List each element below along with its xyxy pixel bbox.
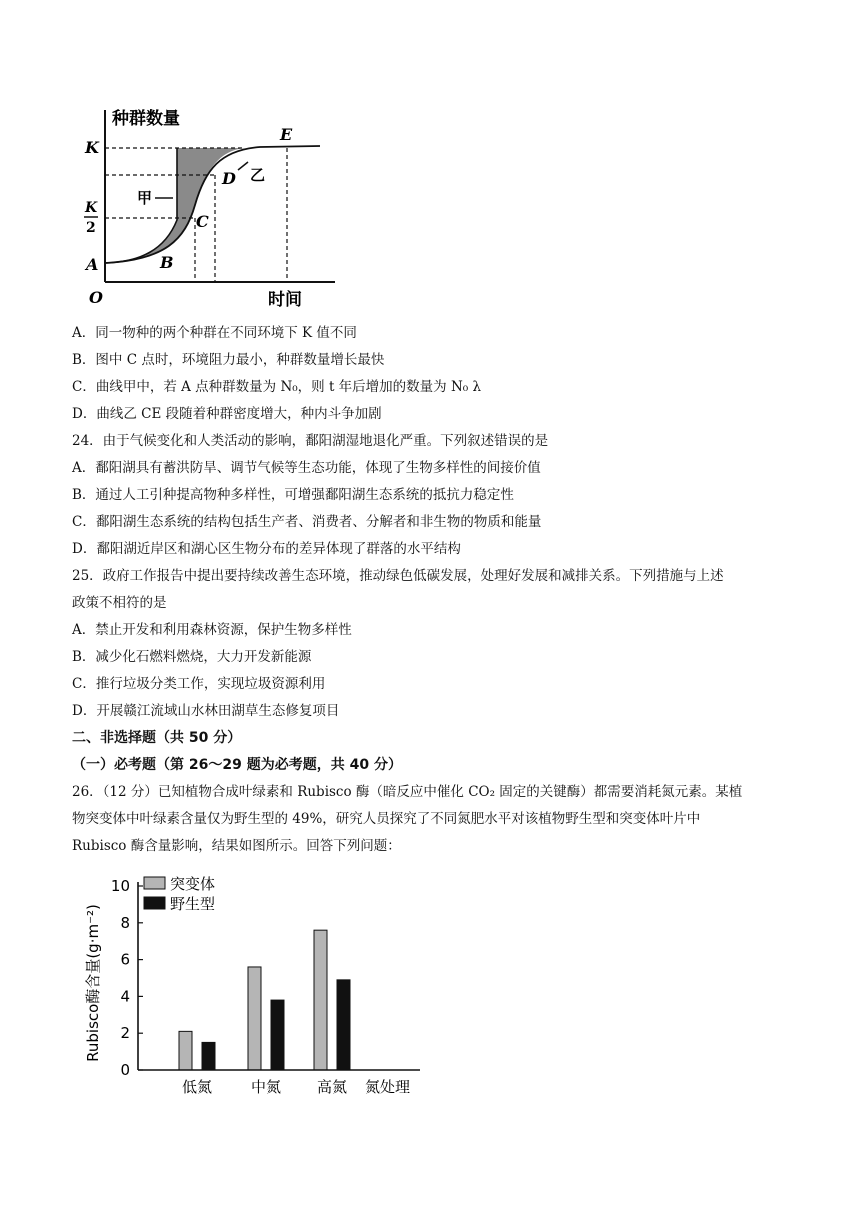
q25-stem-line1: 25．政府工作报告中提出要持续改善生态环境，推动绿色低碳发展，处理好发展和减排关系。下列措施与上述 (72, 568, 724, 584)
chart-y-tick-label: 10 (110, 877, 130, 895)
y-axis-label: 种群数量 (112, 109, 180, 129)
chart-y-tick-label: 2 (120, 1024, 130, 1043)
q26-line2: 物突变体中叶绿素含量仅为野生型的 49%，研究人员探究了不同氮肥水平对该植物野生型和突变体叶片中 (72, 811, 701, 827)
chart-xlabel: 氮处理 (365, 1078, 411, 1096)
curve-jia-label: 甲 (137, 189, 153, 207)
chart-category-label: 高氮 (316, 1078, 348, 1096)
q25-option-b: B．减少化石燃料燃烧，大力开发新能源 (72, 649, 312, 665)
k-tick-label: K (85, 138, 99, 157)
point-c-label: C (196, 212, 209, 231)
q25-stem-line2: 政策不相符的是 (72, 595, 167, 611)
legend-swatch-mutant (144, 877, 165, 889)
chart-ylabel: Rubisco酶含量(g·m⁻²) (84, 904, 102, 1062)
chart-y-tick-label: 8 (120, 913, 130, 932)
x-axis-label: 时间 (268, 290, 302, 310)
q24-option-c: C．鄱阳湖生态系统的结构包括生产者、消费者、分解者和非生物的物质和能量 (72, 514, 542, 530)
curve-yi-label: 乙 (250, 166, 266, 184)
q23-option-a: A．同一物种的两个种群在不同环境下 K 值不同 (72, 325, 357, 341)
point-b-label: B (160, 253, 174, 272)
chart-bar (337, 980, 350, 1070)
point-a-label: A (86, 255, 99, 274)
q24-stem: 24．由于气候变化和人类活动的影响，鄱阳湖湿地退化严重。下列叙述错误的是 (72, 433, 549, 449)
shaded-region (105, 148, 245, 263)
q25-option-d: D．开展赣江流域山水林田湖草生态修复项目 (72, 703, 340, 719)
origin-label: O (89, 288, 103, 307)
point-e-label: E (280, 125, 293, 144)
q23-option-b: B．图中 C 点时，环境阻力最小，种群数量增长最快 (72, 352, 385, 368)
half-k-numerator: K (85, 200, 98, 216)
q26-line1: 26．（12 分）已知植物合成叶绿素和 Rubisco 酶（暗反应中催化 CO₂ 固定的关键酶）都需要消耗氮元素。某植 (72, 784, 743, 800)
population-growth-figure (80, 100, 340, 315)
chart-category-label: 低氮 (181, 1078, 213, 1096)
rubisco-bar-chart (80, 868, 425, 1100)
legend-label-wild: 野生型 (170, 895, 216, 913)
q25-option-a: A．禁止开发和利用森林资源，保护生物多样性 (72, 622, 352, 638)
curve-yi-pointer (238, 162, 248, 170)
chart-category-label: 中氮 (250, 1078, 282, 1096)
q23-option-d: D．曲线乙 CE 段随着种群密度增大，种内斗争加剧 (72, 406, 382, 422)
chart-bar (248, 967, 261, 1070)
chart-y-tick-label: 6 (120, 950, 130, 969)
half-k-denominator: 2 (86, 220, 96, 236)
q23-option-c: C．曲线甲中，若 A 点种群数量为 N₀，则 t 年后增加的数量为 N₀ λ (72, 379, 482, 395)
chart-y-tick-label: 4 (120, 987, 130, 1006)
section2-subtitle: （一）必考题（第 26～29 题为必考题，共 40 分） (72, 757, 402, 773)
section2-title: 二、非选择题（共 50 分） (72, 730, 242, 746)
chart-y-tick-label: 0 (120, 1061, 130, 1079)
q25-option-c: C．推行垃圾分类工作，实现垃圾资源利用 (72, 676, 326, 692)
chart-bar (179, 1031, 192, 1070)
q24-option-a: A．鄱阳湖具有蓄洪防旱、调节气候等生态功能，体现了生物多样性的间接价值 (72, 460, 541, 476)
q24-option-d: D．鄱阳湖近岸区和湖心区生物分布的差异体现了群落的水平结构 (72, 541, 461, 557)
q24-option-b: B．通过人工引种提高物种多样性，可增强鄱阳湖生态系统的抵抗力稳定性 (72, 487, 514, 503)
legend-swatch-wild (144, 897, 165, 909)
chart-bar (202, 1042, 215, 1070)
chart-bar (271, 1000, 284, 1070)
point-d-label: D (222, 169, 236, 188)
chart-bar (314, 930, 327, 1070)
q26-line3: Rubisco 酶含量影响，结果如图所示。回答下列问题： (72, 838, 401, 854)
legend-label-mutant: 突变体 (170, 875, 216, 893)
